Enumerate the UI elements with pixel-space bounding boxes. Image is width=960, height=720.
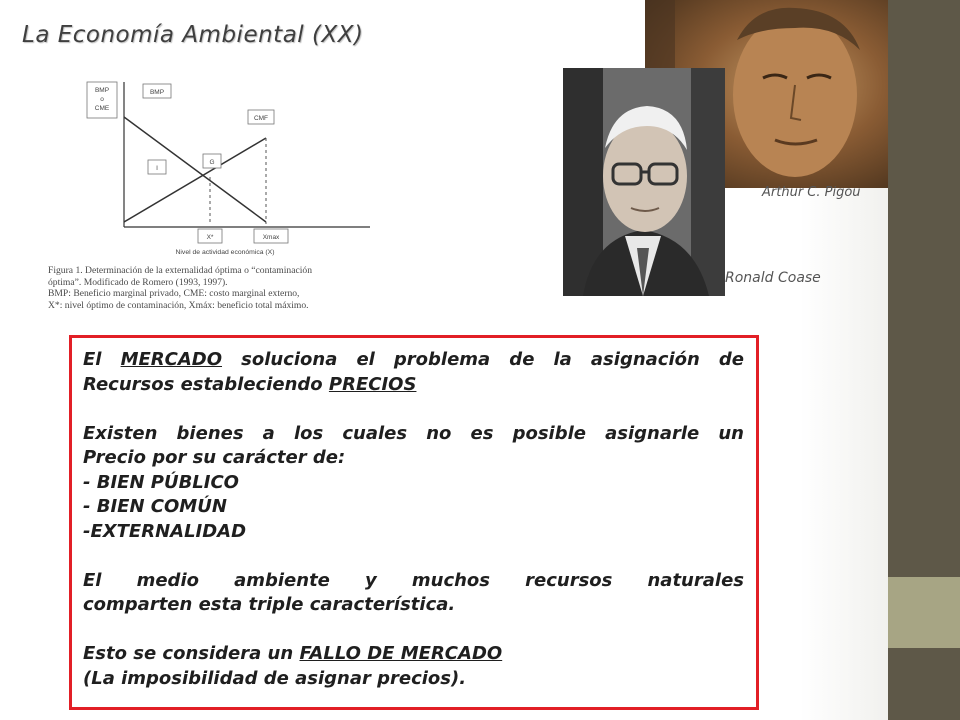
- market-failure-box: [69, 335, 759, 710]
- area-g-label: G: [209, 159, 215, 166]
- x-axis-title: Nivel de actividad económica (X): [175, 249, 275, 256]
- environment-line-2: comparten esta triple característica.: [83, 594, 456, 615]
- bmp-curve: [124, 115, 269, 222]
- environment-line-1: El medio ambiente y muchos recursos naturales: [83, 569, 744, 591]
- spacer: [83, 618, 744, 643]
- list-item-common-good: - BIEN COMÚN: [83, 496, 227, 517]
- spacer: [83, 544, 744, 569]
- market-failure-line-2: (La imposibilidad de asignar precios).: [83, 667, 467, 689]
- text-fragment: Esto se considera un: [83, 643, 300, 664]
- y-label-2: o: [100, 96, 104, 103]
- externality-figure: [40, 72, 400, 320]
- caption-line: Figura 1. Determinación de la externalidad óptima o “contaminación: [48, 265, 313, 276]
- y-label-1: BMP: [94, 87, 110, 94]
- market-line-2: [83, 373, 744, 398]
- coase-name: Ronald Coase: [725, 270, 821, 286]
- mercado-term: MERCADO: [120, 349, 223, 370]
- goods-line-2: Precio por su carácter de:: [83, 447, 346, 468]
- market-line-1: [83, 348, 744, 373]
- fallo-term: FALLO DE MERCADO: [299, 643, 503, 664]
- spacer: [83, 397, 744, 422]
- figure-caption: [48, 265, 398, 311]
- xmax-label: Xmax: [262, 234, 280, 241]
- cme-label: CMF: [253, 115, 269, 122]
- caption-line: X*: nivel óptimo de contaminación, Xmáx: beneficio total máximo.: [48, 299, 309, 311]
- side-band-top: [888, 0, 960, 577]
- list-item-externality: -EXTERNALIDAD: [83, 520, 247, 542]
- side-band-bottom: [888, 648, 960, 720]
- slide-title: La Economía Ambiental (XX): [22, 22, 364, 48]
- goods-line-1: Existen bienes a los cuales no es posible asignarle un: [83, 422, 744, 444]
- text-fragment: Recursos estableciendo: [83, 373, 329, 395]
- bmp-label: BMP: [149, 89, 165, 96]
- cme-curve: [124, 138, 266, 222]
- precios-term: PRECIOS: [328, 373, 417, 395]
- pigou-name: Arthur C. Pigou: [762, 185, 861, 200]
- text-fragment: El: [83, 349, 121, 370]
- text-fragment: soluciona el problema de la asignación de: [222, 349, 744, 370]
- coase-portrait: [563, 68, 725, 296]
- area-i-label: I: [156, 165, 158, 172]
- y-label-3: CME: [94, 105, 110, 112]
- side-band-middle: [888, 577, 960, 648]
- market-failure-line-1: [83, 642, 744, 667]
- xstar-label: X*: [206, 234, 214, 241]
- caption-line: BMP: Beneficio marginal privado, CME: costo marginal externo,: [48, 288, 300, 300]
- list-item-public-good: - BIEN PÚBLICO: [83, 471, 239, 493]
- caption-line: óptima”. Modificado de Romero (1993, 1997).: [48, 276, 228, 288]
- externality-diagram: [40, 72, 400, 262]
